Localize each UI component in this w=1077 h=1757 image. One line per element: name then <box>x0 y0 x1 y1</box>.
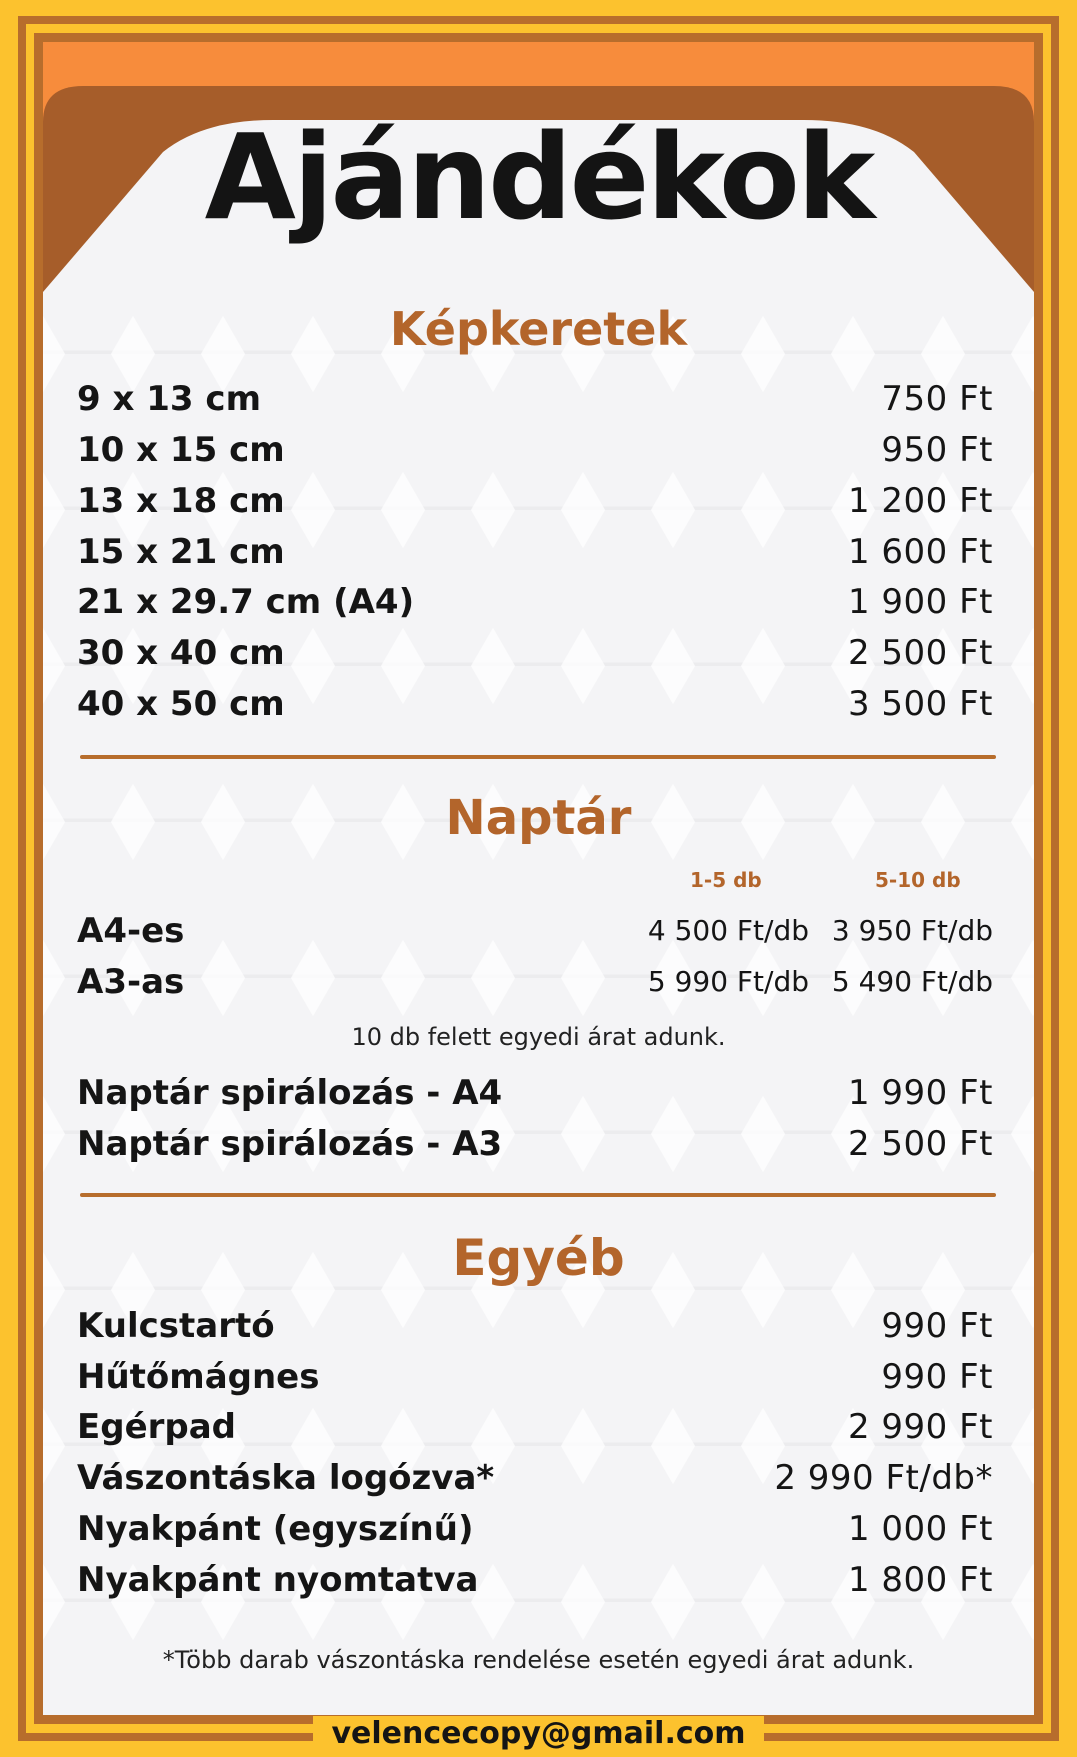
list-item <box>77 377 993 421</box>
item-label: 21 x 29.7 cm (A4) <box>77 582 415 622</box>
email-link[interactable]: velencecopy@gmail.com <box>313 1716 763 1751</box>
list-item <box>77 631 993 675</box>
list-item <box>77 1071 993 1115</box>
price-5-10: 5 490 Ft/db <box>831 965 993 998</box>
price-1-5: 5 990 Ft/db <box>647 965 809 998</box>
list-item <box>77 580 993 624</box>
list-item <box>77 1405 993 1449</box>
column-header-5-10: 5-10 db <box>875 868 961 892</box>
item-price: 2 500 Ft <box>847 633 993 673</box>
column-header-1-5: 1-5 db <box>690 868 762 892</box>
item-price: 1 990 Ft <box>847 1073 993 1113</box>
item-price: 990 Ft <box>881 1306 993 1346</box>
price-1-5: 4 500 Ft/db <box>647 914 809 947</box>
item-price: 950 Ft <box>881 430 993 470</box>
item-label: Kulcstartó <box>77 1306 275 1346</box>
list-item <box>77 530 993 574</box>
item-label: Nyakpánt (egyszínű) <box>77 1509 474 1549</box>
section-title-egyeb: Egyéb <box>452 1229 625 1287</box>
list-item <box>77 479 993 523</box>
item-price: 1 200 Ft <box>847 481 993 521</box>
item-label: 15 x 21 cm <box>77 532 285 572</box>
item-price: 2 500 Ft <box>847 1124 993 1164</box>
item-label: 10 x 15 cm <box>77 430 285 470</box>
item-price: 2 990 Ft <box>847 1407 993 1447</box>
item-price: 1 800 Ft <box>847 1560 993 1600</box>
item-price: 1 900 Ft <box>847 582 993 622</box>
list-item <box>77 1507 993 1551</box>
list-item <box>77 428 993 472</box>
list-item <box>77 1558 993 1602</box>
item-price: 3 500 Ft <box>847 684 993 724</box>
section-title-naptar: Naptár <box>445 790 632 846</box>
item-label: A3-as <box>77 962 185 1002</box>
page-title: Ajándékok <box>204 108 873 246</box>
item-price: 2 990 Ft/db* <box>774 1458 993 1498</box>
item-label: 30 x 40 cm <box>77 633 285 673</box>
item-label: Egérpad <box>77 1407 237 1447</box>
footnote: *Több darab vászontáska rendelése esetén egyedi árat adunk. <box>162 1646 915 1674</box>
item-label: 40 x 50 cm <box>77 684 285 724</box>
item-price: 750 Ft <box>881 379 993 419</box>
list-item <box>77 682 993 726</box>
item-label: 13 x 18 cm <box>77 481 285 521</box>
item-price: 1 000 Ft <box>847 1509 993 1549</box>
price-5-10: 3 950 Ft/db <box>831 914 993 947</box>
divider <box>80 1193 996 1197</box>
item-label: Naptár spirálozás - A3 <box>77 1124 503 1164</box>
list-item <box>77 1122 993 1166</box>
item-label: Hűtőmágnes <box>77 1357 320 1397</box>
divider <box>80 755 996 759</box>
table-row <box>77 909 993 953</box>
naptar-note: 10 db felett egyedi árat adunk. <box>351 1023 726 1051</box>
list-item <box>77 1304 993 1348</box>
item-price: 1 600 Ft <box>847 532 993 572</box>
item-label: Nyakpánt nyomtatva <box>77 1560 479 1600</box>
item-label: Naptár spirálozás - A4 <box>77 1073 503 1113</box>
section-title-kepkeretek: Képkeretek <box>389 302 688 356</box>
list-item <box>77 1456 993 1500</box>
item-label: 9 x 13 cm <box>77 379 261 419</box>
item-price: 990 Ft <box>881 1357 993 1397</box>
email-footer <box>0 1714 1077 1754</box>
item-label: A4-es <box>77 911 185 951</box>
item-label: Vászontáska logózva* <box>77 1458 495 1498</box>
list-item <box>77 1355 993 1399</box>
table-row <box>77 960 993 1004</box>
